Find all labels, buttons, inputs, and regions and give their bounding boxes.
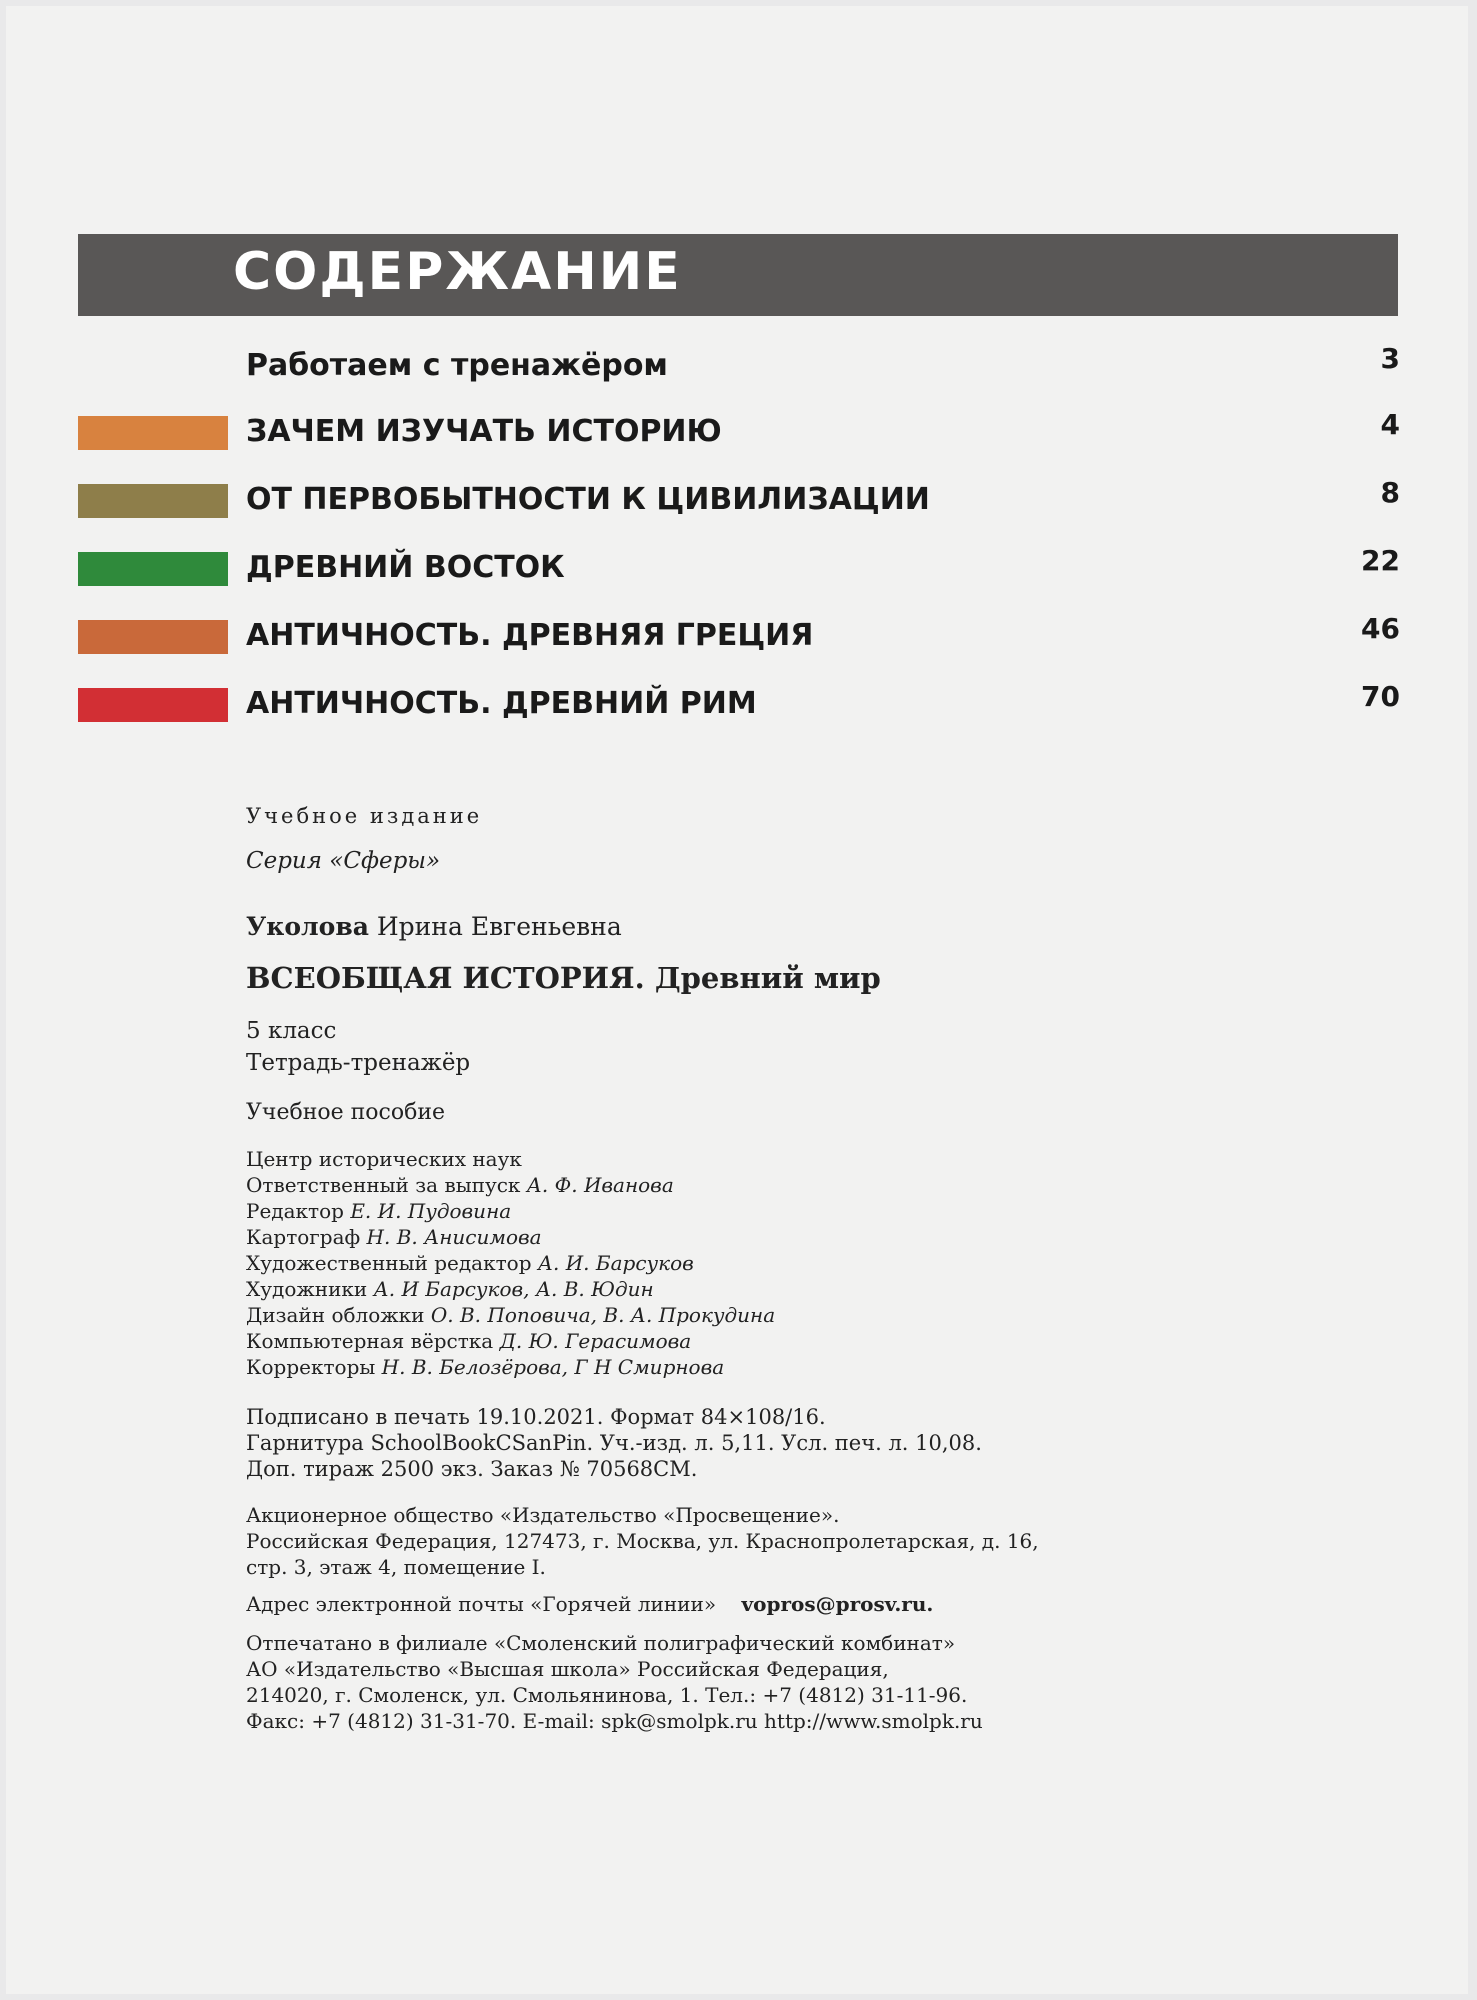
grade: 5 класс — [246, 1018, 337, 1044]
hotline — [246, 1592, 933, 1616]
contents-title: СОДЕРЖАНИЕ — [233, 242, 682, 302]
publisher-line: стр. 3, этаж 4, помещение I. — [246, 1555, 546, 1579]
credit-line: Центр исторических наук — [246, 1147, 522, 1171]
author-name: Ирина Евгеньевна — [376, 912, 622, 941]
print-info-line: Гарнитура SchoolBookCSanPin. Уч.-изд. л. 5,11. Усл. печ. л. 10,08. — [246, 1431, 982, 1455]
credits-list — [246, 1146, 775, 1380]
book-title-sub: Древний мир — [654, 961, 881, 995]
section-color-bar — [78, 552, 228, 586]
credit-line: Картограф Н. В. Анисимова — [246, 1225, 542, 1249]
toc-item-page: 70 — [1361, 680, 1400, 713]
hotline-label: Адрес электронной почты «Горячей линии» — [246, 1592, 717, 1616]
printer-line: 214020, г. Смоленск, ул. Смольянинова, 1. Тел.: +7 (4812) 31-11-96. — [246, 1683, 968, 1707]
credit-line: Редактор Е. И. Пудовина — [246, 1199, 512, 1223]
section-color-bar — [78, 620, 228, 654]
print-info-line: Доп. тираж 2500 экз. Заказ № 70568СМ. — [246, 1457, 698, 1481]
book-kind: Тетрадь-тренажёр — [246, 1050, 471, 1076]
toc-item-label: АНТИЧНОСТЬ. ДРЕВНЯЯ ГРЕЦИЯ — [246, 618, 814, 653]
toc-item-label: ОТ ПЕРВОБЫТНОСТИ К ЦИВИЛИЗАЦИИ — [246, 482, 930, 517]
printer-line: АО «Издательство «Высшая школа» Российская Федерация, — [246, 1657, 889, 1681]
toc-item-page: 3 — [1380, 342, 1400, 375]
printer-info — [246, 1630, 983, 1734]
toc-item-page: 46 — [1361, 612, 1400, 645]
credit-line: Ответственный за выпуск А. Ф. Иванова — [246, 1173, 674, 1197]
book-title — [246, 961, 881, 995]
toc-item-ancient-greece[interactable] — [78, 612, 1400, 660]
publisher-info — [246, 1502, 1039, 1580]
toc-item-primitive-to-civilization[interactable] — [78, 476, 1400, 524]
toc-item-page: 8 — [1380, 476, 1400, 509]
credit-line: Художники А. И Барсуков, А. В. Юдин — [246, 1277, 654, 1301]
toc-item-trainer[interactable] — [78, 342, 1400, 390]
printer-line: Отпечатано в филиале «Смоленский полиграфический комбинат» — [246, 1631, 956, 1655]
section-color-bar — [78, 416, 228, 450]
section-color-bar — [78, 484, 228, 518]
credit-line: Художественный редактор А. И. Барсуков — [246, 1251, 694, 1275]
toc-item-label: АНТИЧНОСТЬ. ДРЕВНИЙ РИМ — [246, 686, 757, 721]
publisher-line: Российская Федерация, 127473, г. Москва, ул. Краснопролетарская, д. 16, — [246, 1529, 1039, 1553]
credit-line: Компьютерная вёрстка Д. Ю. Герасимова — [246, 1329, 692, 1353]
toc-item-why-study-history[interactable] — [78, 408, 1400, 456]
toc-item-ancient-rome[interactable] — [78, 680, 1400, 728]
book-title-main: ВСЕОБЩАЯ ИСТОРИЯ. — [246, 961, 645, 995]
toc-item-page: 4 — [1380, 408, 1400, 441]
section-color-bar — [78, 688, 228, 722]
toc-item-label: Работаем с тренажёром — [246, 348, 668, 383]
author-surname: Уколова — [246, 912, 369, 941]
print-info-line: Подписано в печать 19.10.2021. Формат 84×108/16. — [246, 1405, 826, 1429]
book-page — [6, 6, 1468, 1994]
toc-item-page: 22 — [1361, 544, 1400, 577]
toc-item-label: ЗАЧЕМ ИЗУЧАТЬ ИСТОРИЮ — [246, 414, 722, 449]
toc-item-label: ДРЕВНИЙ ВОСТОК — [246, 550, 565, 585]
print-info — [246, 1404, 982, 1482]
credit-line: Корректоры Н. В. Белозёрова, Г Н Смирнова — [246, 1355, 725, 1379]
credit-line: Дизайн обложки О. В. Поповича, В. А. Прокудина — [246, 1303, 776, 1327]
toc-item-ancient-east[interactable] — [78, 544, 1400, 592]
edition-type: Учебное издание — [246, 804, 483, 828]
manual-type: Учебное пособие — [246, 1100, 446, 1125]
series: Серия «Сферы» — [246, 848, 441, 874]
author — [246, 912, 622, 941]
hotline-email[interactable]: vopros@prosv.ru. — [741, 1592, 934, 1616]
contents-banner — [78, 234, 1398, 316]
printer-line: Факс: +7 (4812) 31-31-70. E-mail: spk@smolpk.ru http://www.smolpk.ru — [246, 1709, 983, 1733]
publisher-line: Акционерное общество «Издательство «Просвещение». — [246, 1503, 840, 1527]
